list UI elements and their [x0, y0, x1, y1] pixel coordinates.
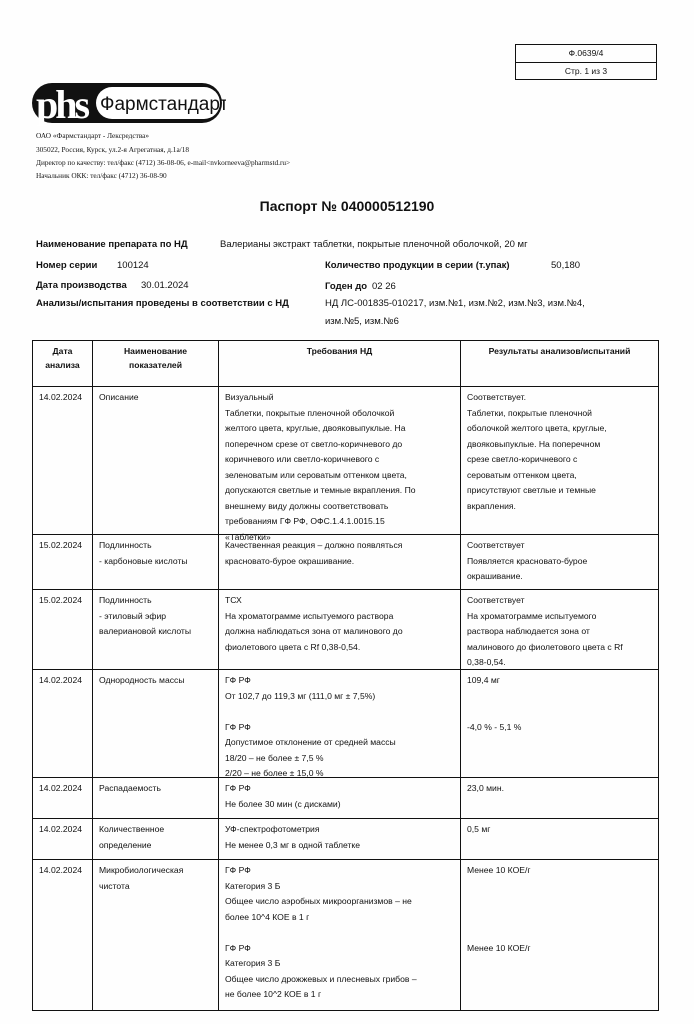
- nd-label: Анализы/испытания проведены в соответствии с НД: [36, 298, 289, 309]
- cell-line: [467, 925, 652, 941]
- table-row: [33, 778, 658, 819]
- cell-line: - карбоновые кислоты: [99, 555, 188, 566]
- cell-line: не более 10^2 КОЕ в 1 г: [225, 989, 322, 999]
- cell-result: [461, 860, 658, 1010]
- cell-date: [33, 590, 93, 669]
- cell-date: [33, 778, 93, 818]
- series-value: 100124: [117, 260, 149, 271]
- cell-line: Менее 10 КОЕ/г: [467, 942, 531, 953]
- page-number: Стр. 1 из 3: [564, 66, 608, 76]
- cell-requirement: [219, 535, 461, 589]
- cell-line: фиолетового цвета с Rf 0,38-0,54.: [225, 641, 361, 652]
- cell-parameter: [93, 535, 219, 589]
- company-logo: [30, 80, 226, 126]
- production-date-value: 30.01.2024: [141, 280, 189, 291]
- cell-line: Общее число дрожжевых и плесневых грибов –: [225, 973, 417, 984]
- cell-result: [461, 778, 658, 818]
- cell-line: присутствуют светлые и темные: [467, 485, 596, 495]
- expiry-value: 02 26: [372, 281, 396, 292]
- cell-line: [467, 910, 652, 926]
- cell-line: ГФ РФ: [225, 721, 251, 732]
- cell-line: требованиям ГФ РФ, ОФС.1.4.1.0015.15: [225, 516, 385, 526]
- production-date-label: Дата производства: [36, 280, 127, 291]
- table-row: [33, 535, 658, 590]
- cell-parameter: [93, 341, 219, 386]
- cell-line: [467, 894, 652, 910]
- cell-line: 15.02.2024: [39, 595, 83, 605]
- page-title: Паспорт № 040000512190: [259, 198, 435, 214]
- org-director: Директор по качеству: тел/факс (4712) 36-08-06, e-mail<nvkorneeva@pharmstd.ru>: [36, 158, 291, 167]
- series-label: Номер серии: [36, 260, 98, 271]
- cell-line: показателей: [129, 360, 182, 370]
- cell-line: 0,5 мг: [467, 824, 491, 834]
- cell-line: Подлинность: [99, 540, 152, 550]
- cell-date: [33, 535, 93, 589]
- cell-line: 0,38-0,54.: [467, 657, 506, 667]
- cell-line: 14.02.2024: [39, 824, 83, 834]
- cell-line: [225, 704, 454, 720]
- cell-line: вкрапления.: [467, 500, 516, 511]
- cell-line: На хроматограмме испытуемого: [467, 610, 597, 621]
- cell-line: [467, 704, 652, 720]
- cell-result: [461, 387, 658, 534]
- form-code: Ф.0639/4: [516, 45, 656, 63]
- cell-line: допускаются светлые и темные вкрапления. По: [225, 485, 416, 495]
- cell-line: Требования НД: [306, 346, 373, 356]
- cell-line: От 102,7 до 119,3 мг (111,0 мг ± 7,5%): [225, 690, 376, 701]
- cell-line: двояковыпуклые. На поперечном: [467, 438, 601, 449]
- cell-result: [461, 535, 658, 589]
- cell-line: Таблетки, покрытые пленочной оболочкой: [225, 407, 395, 418]
- cell-line: Микробиологическая: [99, 865, 184, 875]
- org-address: 305022, Россия, Курск, ул.2-я Агрегатная, д.1а/18: [36, 145, 190, 154]
- cell-line: Допустимое отклонение от средней массы: [225, 737, 396, 747]
- cell-line: -4,0 % - 5,1 %: [467, 721, 522, 732]
- form-code-box: [515, 44, 657, 80]
- cell-date: [33, 819, 93, 859]
- cell-requirement: [219, 819, 461, 859]
- cell-result: [461, 819, 658, 859]
- table-row: [33, 819, 658, 860]
- cell-line: Категория 3 Б: [225, 958, 281, 968]
- cell-line: ГФ РФ: [225, 783, 251, 793]
- cell-line: Соответствует: [467, 540, 525, 550]
- cell-line: [467, 689, 652, 705]
- cell-line: Результаты анализов/испытаний: [488, 346, 631, 356]
- cell-line: Соответствует: [467, 595, 525, 605]
- cell-line: должна наблюдаться зона от малинового до: [225, 626, 403, 636]
- drug-name-label: Наименование препарата по НД: [36, 239, 188, 250]
- cell-line: ТСХ: [225, 595, 242, 605]
- cell-line: 18/20 – не более ± 7,5 %: [225, 752, 324, 763]
- cell-requirement: [219, 670, 461, 777]
- cell-line: [225, 925, 454, 941]
- cell-date: [33, 670, 93, 777]
- cell-date: [33, 341, 93, 386]
- cell-requirement: [219, 590, 461, 669]
- cell-line: 2/20 – не более ± 15,0 %: [225, 768, 324, 778]
- cell-line: зеленоватым или сероватым оттенком цвета,: [225, 469, 407, 480]
- cell-line: Общее число аэробных микроорганизмов – не: [225, 896, 412, 906]
- cell-line: 14.02.2024: [39, 675, 83, 685]
- expiry-label: Годен до: [325, 281, 368, 292]
- cell-parameter: [93, 778, 219, 818]
- cell-parameter: [93, 590, 219, 669]
- cell-line: коричневого или светло-коричневого с: [225, 454, 380, 464]
- cell-line: ГФ РФ: [225, 942, 251, 953]
- quantity-value: 50,180: [551, 260, 581, 271]
- quantity-label: Количество продукции в серии (т.упак): [325, 260, 510, 271]
- cell-result: [461, 590, 658, 669]
- table-row: [33, 387, 658, 542]
- cell-line: 23,0 мин.: [467, 783, 504, 793]
- cell-line: валериановой кислоты: [99, 626, 192, 636]
- cell-line: Распадаемость: [99, 783, 161, 793]
- cell-line: красновато-бурое окрашивание.: [225, 555, 355, 566]
- cell-requirement: [219, 778, 461, 818]
- cell-line: анализа: [45, 360, 80, 370]
- cell-line: чистота: [99, 880, 130, 891]
- table-header-row: [33, 341, 658, 387]
- cell-line: Визуальный: [225, 392, 274, 402]
- nd-value-line1: НД ЛС-001835-010217, изм.№1, изм.№2, изм.№3, изм.№4,: [325, 298, 585, 309]
- org-name: ОАО «Фармстандарт - Лексредства»: [36, 131, 150, 140]
- cell-line: Не менее 0,3 мг в одной таблетке: [225, 839, 361, 850]
- cell-line: Дата: [52, 346, 73, 356]
- cell-requirement: [219, 341, 461, 386]
- cell-result: [461, 341, 658, 386]
- cell-result: [461, 670, 658, 777]
- cell-line: Категория 3 Б: [225, 880, 281, 891]
- table-row: [33, 670, 658, 778]
- cell-line: оболочкой желтого цвета, круглые,: [467, 423, 607, 433]
- cell-line: определение: [99, 839, 152, 850]
- cell-date: [33, 387, 93, 534]
- cell-requirement: [219, 387, 461, 542]
- cell-line: малинового до фиолетового цвета с Rf: [467, 641, 623, 652]
- cell-line: Появляется красновато-бурое: [467, 555, 588, 566]
- cell-parameter: [93, 387, 219, 534]
- org-okk: Начальник ОКК: тел/факс (4712) 36-08-90: [36, 171, 167, 180]
- cell-line: - этиловый эфир: [99, 610, 167, 621]
- cell-line: сероватым оттенком цвета,: [467, 469, 577, 480]
- cell-line: Менее 10 КОЕ/г: [467, 865, 531, 875]
- cell-line: УФ-спектрофотометрия: [225, 824, 320, 834]
- cell-line: желтого цвета, круглые, двояковыпуклые. На: [225, 423, 406, 433]
- cell-line: поперечном срезе от светло-коричневого до: [225, 438, 403, 449]
- cell-parameter: [93, 860, 219, 1010]
- cell-line: 14.02.2024: [39, 865, 83, 875]
- cell-line: Соответствует.: [467, 392, 526, 402]
- cell-line: 109,4 мг: [467, 675, 500, 685]
- cell-line: окрашивание.: [467, 571, 523, 581]
- cell-line: ГФ РФ: [225, 675, 251, 685]
- cell-line: Таблетки, покрытые пленочной: [467, 407, 592, 418]
- cell-line: Описание: [99, 392, 139, 402]
- drug-name-value: Валерианы экстракт таблетки, покрытые пленочной оболочкой, 20 мг: [220, 239, 528, 250]
- cell-line: внешнему виду должны соответствовать: [225, 500, 389, 511]
- cell-line: 14.02.2024: [39, 392, 83, 402]
- cell-line: более 10^4 КОЕ в 1 г: [225, 911, 310, 922]
- cell-line: 14.02.2024: [39, 783, 83, 793]
- cell-line: На хроматограмме испытуемого раствора: [225, 610, 394, 621]
- cell-line: Не более 30 мин (с дисками): [225, 798, 341, 809]
- cell-line: срезе светло-коричневого с: [467, 454, 578, 464]
- cell-parameter: [93, 819, 219, 859]
- nd-value-line2: изм.№5, изм.№6: [325, 316, 399, 327]
- results-table: [32, 340, 659, 1011]
- cell-line: ГФ РФ: [225, 865, 251, 875]
- cell-line: Подлинность: [99, 595, 152, 605]
- table-row: [33, 860, 658, 1011]
- cell-line: раствора наблюдается зона от: [467, 626, 590, 636]
- cell-date: [33, 860, 93, 1010]
- cell-line: [467, 879, 652, 895]
- cell-line: Наименование: [123, 346, 188, 356]
- cell-requirement: [219, 860, 461, 1010]
- svg-text:Фармстандарт: Фармстандарт: [100, 94, 226, 115]
- svg-text:phs: phs: [36, 82, 88, 126]
- cell-line: Однородность массы: [99, 675, 185, 685]
- cell-line: 15.02.2024: [39, 540, 83, 550]
- cell-line: Качественная реакция – должно появляться: [225, 540, 403, 550]
- table-row: [33, 590, 658, 670]
- cell-parameter: [93, 670, 219, 777]
- cell-line: «Таблетки»: [225, 531, 271, 542]
- cell-line: Количественное: [99, 824, 165, 834]
